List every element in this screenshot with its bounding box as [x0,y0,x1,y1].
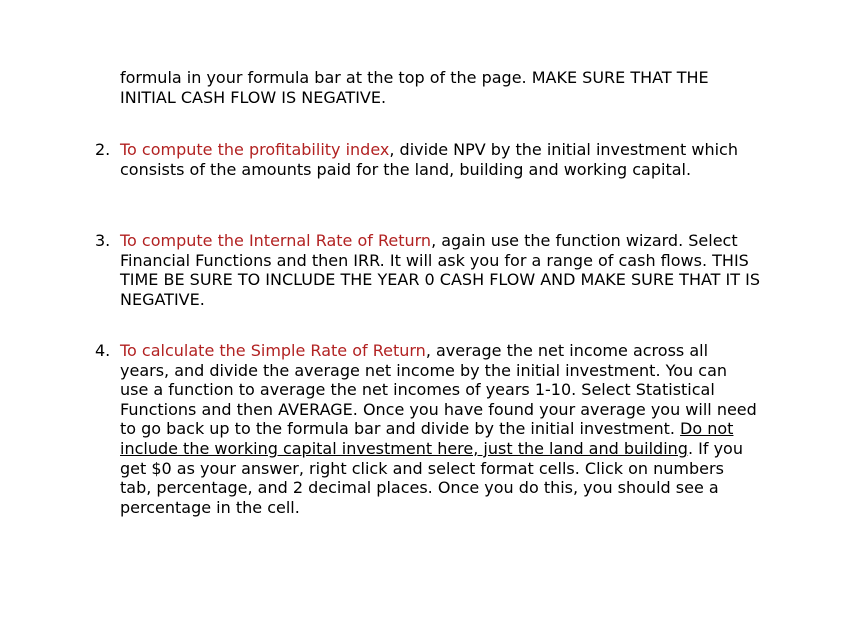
item-body: , again use the function wizard. Select Financial Functions and then IRR. It will ask you for a range of cash flows. THIS TIME BE SURE TO INCLUDE THE YEAR 0 CASH FLOW AND MAKE SURE THAT IT IS NEGATIVE. [120,231,760,309]
item-heading: To calculate the Simple Rate of Return [120,341,426,360]
item-body: , divide NPV by the initial investment which consists of the amounts paid for the land, building and working capital. [120,140,738,179]
item-number: 2. [95,140,111,159]
item-heading: To compute the Internal Rate of Return [120,231,432,250]
item-text [120,341,760,517]
item-heading: To compute the profitability index [120,140,390,159]
underlined-note: Do not include the working capital investment here, just the land and building [120,419,734,458]
list-item-irr [95,231,760,309]
list-item-simple-rate-of-return [95,341,760,517]
item-number: 3. [95,231,111,250]
continuation-paragraph: formula in your formula bar at the top of the page. MAKE SURE THAT THE INITIAL CASH FLOW IS NEGATIVE. [120,68,709,107]
item-body-after: . If you get $0 as your answer, right click and select format cells. Click on numbers tab, percentage, and 2 decimal places. Once you do this, you should see a percentage in the cell. [120,438,743,517]
item-body-before: , average the net income across all years, and divide the average net income by the initial investment. You can use a function to average the net incomes of years 1-10. Select Statistical Functions and then AVERAGE. Once you have found your average you will need to go back up to the formula bar and divide by the initial investment. [120,341,757,439]
item-number: 4. [95,341,111,360]
list-item-profitability-index [95,140,760,179]
item-text [120,231,760,309]
item-text [120,140,760,179]
